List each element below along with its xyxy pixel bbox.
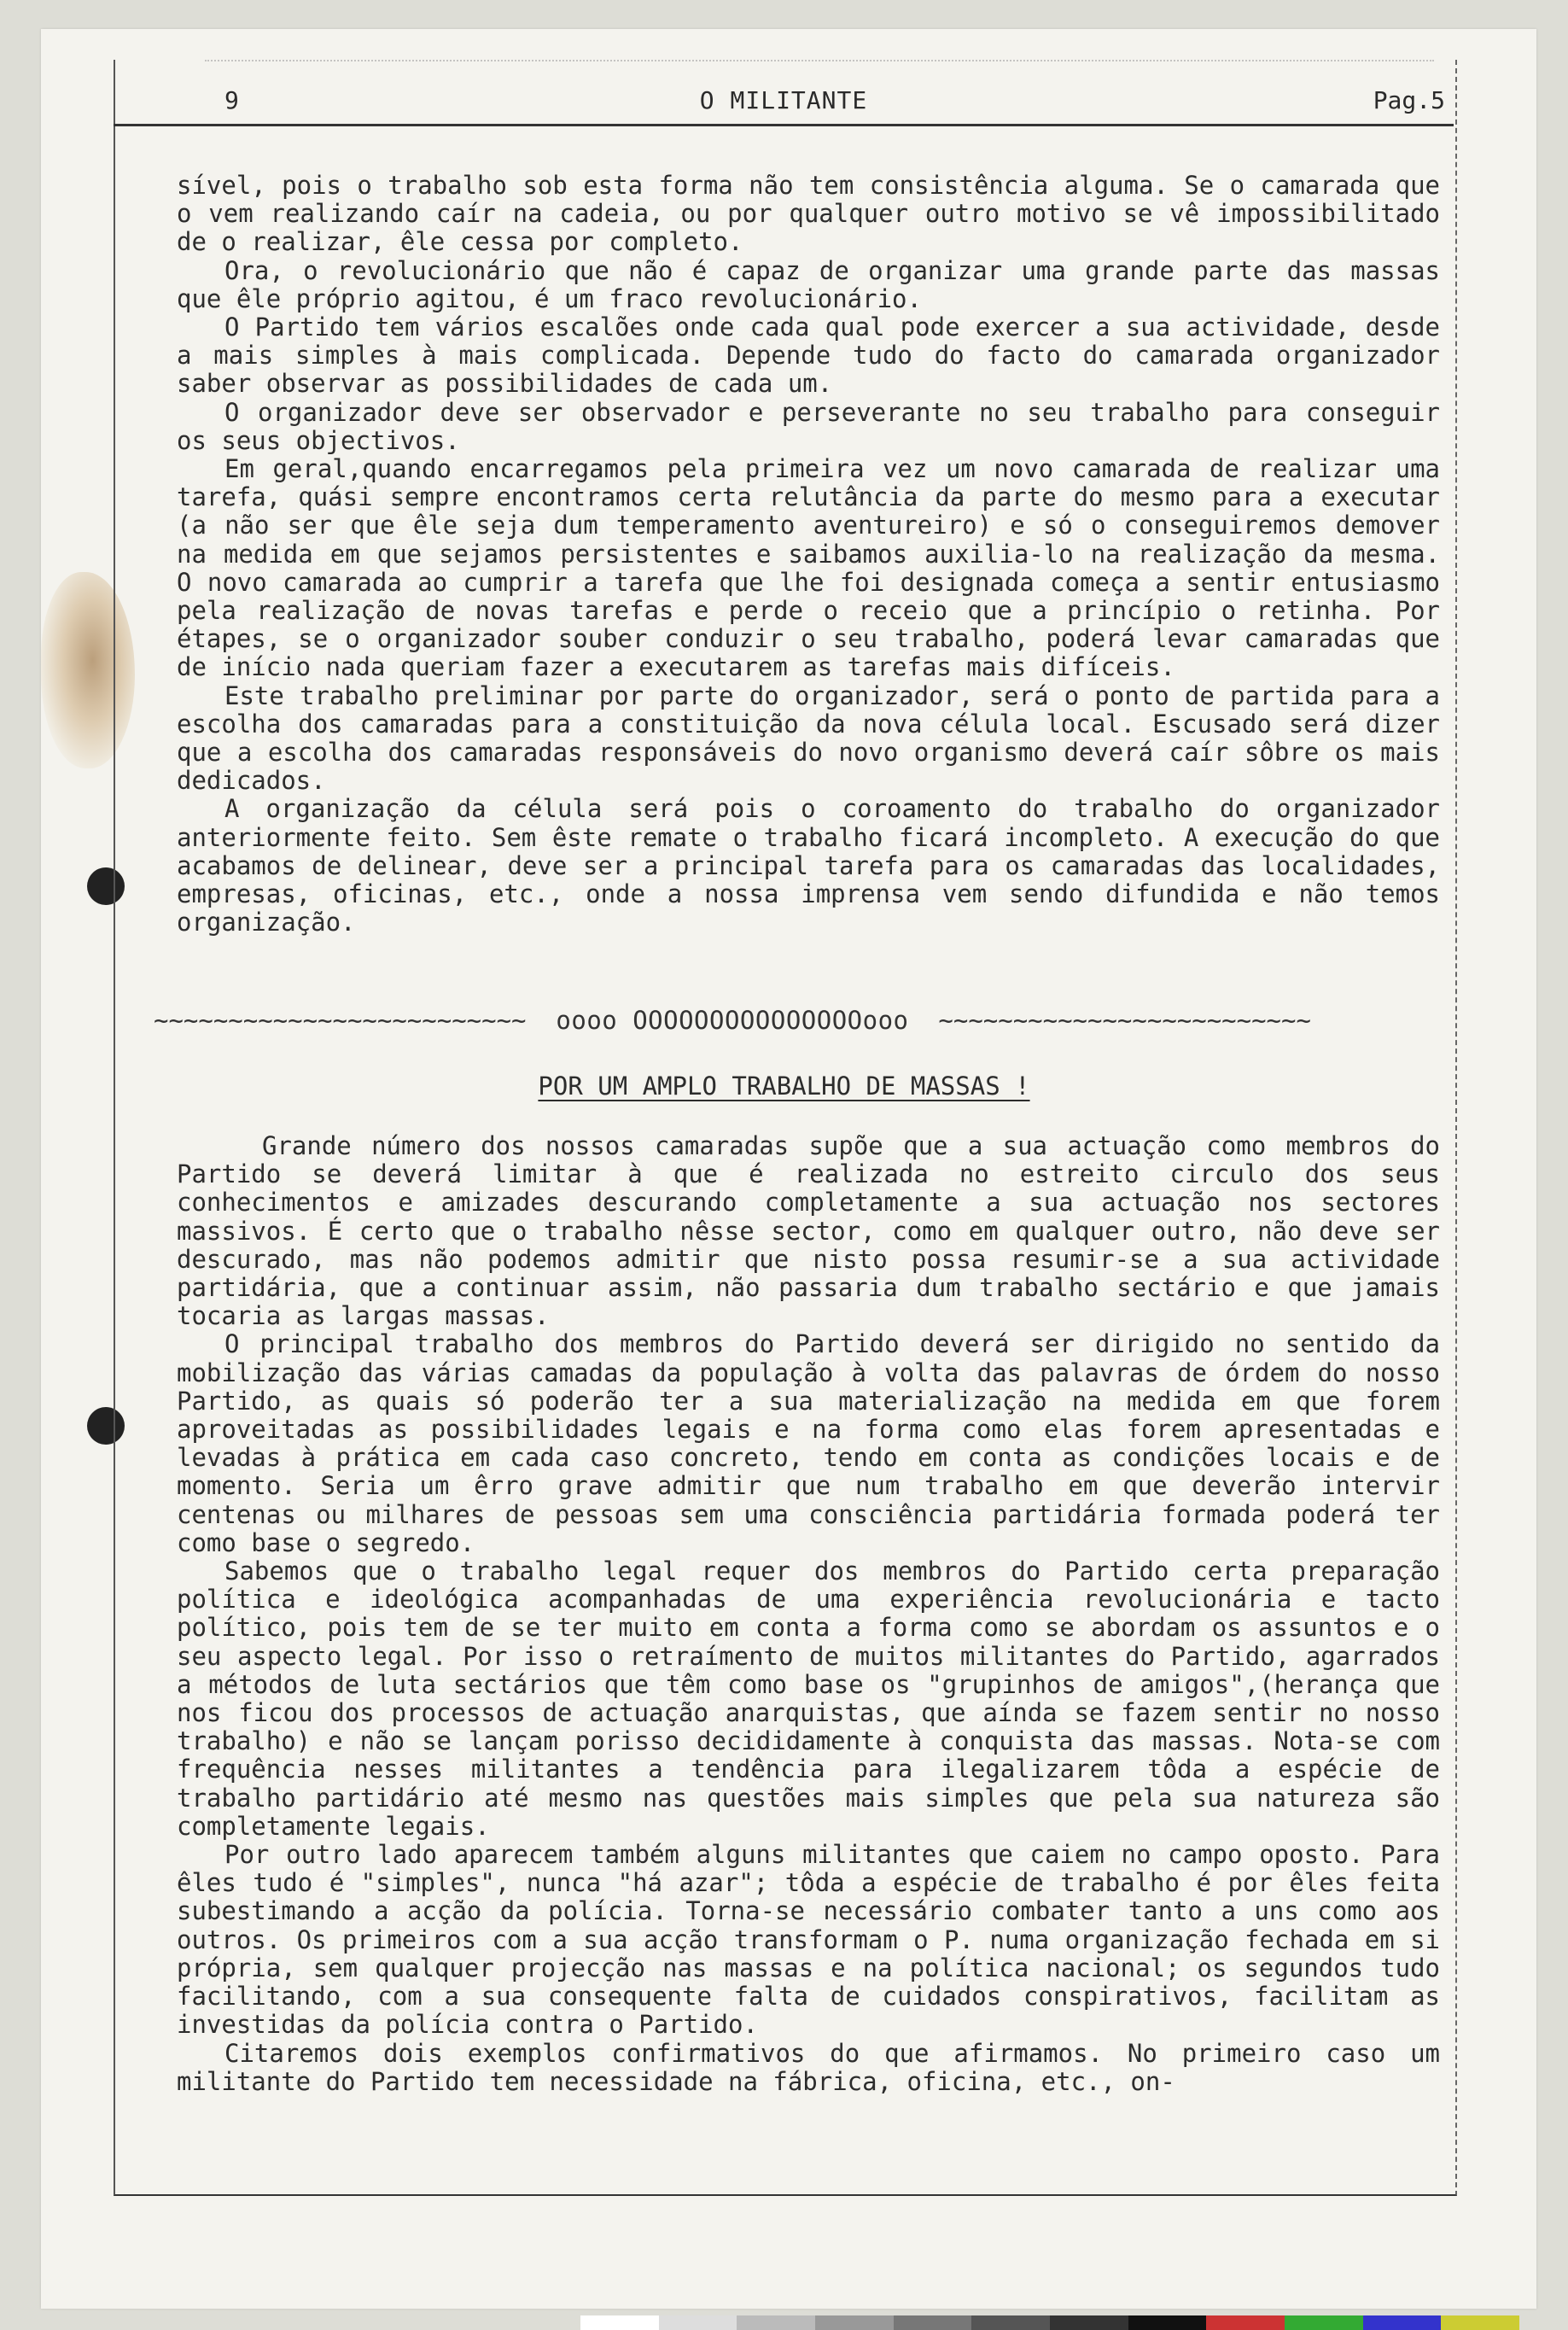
section-title [0, 1072, 1568, 1101]
page-header [114, 81, 1454, 126]
issue-number: 9 [224, 86, 239, 114]
paragraph: Grande número dos nossos camaradas supõe que a sua actuação como membros do Partido se deverá limitar à que é realizada no estreito circulo dos seus conhecimentos e amizades descurando completamente a sua actuação nos sectores massivos. É certo que o trabalho nêsse sector, como em qualquer outro, não deve ser descurado, mas não podemos admitir que nisto possa resumir-se a sua actividade partidária, que a continuar assim, não passaria dum trabalho sectário e que jamais tocaria as largas massas. [177, 1131, 1440, 1331]
scan-color-bar [580, 2315, 1519, 2330]
page-number: Pag.5 [1373, 86, 1445, 114]
article-continuation [177, 172, 1440, 937]
paragraph: sível, pois o trabalho sob esta forma não tem consistência alguma. Se o camarada que o vem realizando caír na cadeia, ou por qualquer outro motivo se vê impossibilitado de o realizar, êle cessa por completo. [177, 171, 1440, 257]
article-body [177, 1132, 1440, 2096]
separator-right: ~~~~~~~~~~~~~~~~~~~~~~~~~ [938, 1006, 1311, 1035]
paragraph: Por outro lado aparecem também alguns militantes que caiem no campo oposto. Para êles tudo é "simples", nunca "há azar"; tôda a espécie de trabalho é por êles feita subestimando a acção da polícia. Torna-se necessário combater tanto a uns como aos outros. Os primeiros com a sua acção transformam o P. numa organização fechada em si própria, sem qualquer projecção nas massas e na política nacional; os segundos tudo facilitando, com a sua consequente falta de cuidados conspirativos, facilitam as investidas da polícia contra o Partido. [177, 1840, 1440, 2040]
paragraph: A organização da célula será pois o coroamento do trabalho do organizador anteriormente feito. Sem êste remate o trabalho ficará incompleto. A execução do que acabamos de delinear, deve ser a principal tarefa para os camaradas das localidades, empresas, oficinas, etc., onde a nossa imprensa vem sendo difundida e não temos organização. [177, 794, 1440, 937]
section-title-text: POR UM AMPLO TRABALHO DE MASSAS ! [538, 1072, 1030, 1101]
paragraph: Em geral,quando encarregamos pela primeira vez um novo camarada de realizar uma tarefa, quási sempre encontramos certa relutância da parte do mesmo para a executar (a não ser que êle seja dum temperamento aventureiro) e só o conseguiremos demover na medida em que sejamos persistentes e saibamos auxilia-lo na realização da mesma. O novo camarada ao cumprir a tarefa que lhe foi designada começa a sentir entusiasmo pela realização de novas tarefas e perde o receio que a princípio o retinha. Por étapes, se o organizador souber conduzir o seu trabalho, poderá levar camaradas que de início nada queriam fazer a executarem as tarefas mais difíceis. [177, 454, 1440, 682]
section-separator [154, 1003, 1434, 1037]
paragraph: Citaremos dois exemplos confirmativos do que afirmamos. No primeiro caso um militante do Partido tem necessidade na fábrica, oficina, etc., on- [177, 2038, 1440, 2096]
paragraph: O Partido tem vários escalões onde cada qual pode exercer a sua actividade, desde a mais simples à mais complicada. Depende tudo do facto do camarada organizador saber observar as possibilidades de cada um. [177, 312, 1440, 399]
paragraph: Este trabalho preliminar por parte do organizador, será o ponto de partida para a escolha dos camaradas para a constituição da nova célula local. Escusado será dizer que a escolha dos camaradas responsáveis do novo organismo deverá caír sôbre os mais dedicados. [177, 680, 1440, 796]
separator-left: ~~~~~~~~~~~~~~~~~~~~~~~~~ [154, 1006, 527, 1035]
header-noise-line [205, 60, 1434, 65]
paragraph: Ora, o revolucionário que não é capaz de organizar uma grande parte das massas que êle próprio agitou, é um fraco revolucionário. [177, 255, 1440, 313]
publication-title: O MILITANTE [699, 86, 868, 114]
separator-middle: oooo OOOOOOOOOOOOOOOooo [556, 1006, 909, 1035]
paragraph: O organizador deve ser observador e perseverante no seu trabalho para conseguir os seus objectivos. [177, 397, 1440, 455]
paragraph: O principal trabalho dos membros do Partido deverá ser dirigido no sentido da mobilização das várias camadas da população à volta das palavras de órdem do nosso Partido, as quais só poderão ter a sua materialização na medida em que forem aproveitadas as possibilidades legais e na forma como elas forem apresentadas e levadas à prática em cada caso concreto, tendo em conta as condições locais e de momento. Seria um êrro grave admitir que num trabalho em que deverão intervir centenas ou milhares de pessoas sem uma consciência partidária formada poderá ter como base o segredo. [177, 1329, 1440, 1557]
paragraph: Sabemos que o trabalho legal requer dos membros do Partido certa preparação política e ideológica acompanhadas de uma experiência revolucionária e tacto político, pois tem de se ter muito em conta a forma como se abordam os assuntos e o seu aspecto legal. Por isso o retraímento de muitos militantes do Partido, agarrados a métodos de luta sectários que têm como base os "grupinhos de amigos",(herança que nos ficou dos processos de actuação anarquistas, que aínda se fazem sentir no nosso trabalho) e não se lançam porisso decididamente à conquista das massas. Nota-se com frequência nesses militantes a tendência para ilegalizarem tôda a espécie de trabalho partidário até mesmo nas questões mais simples que pela sua natureza são completamente legais. [177, 1556, 1440, 1841]
